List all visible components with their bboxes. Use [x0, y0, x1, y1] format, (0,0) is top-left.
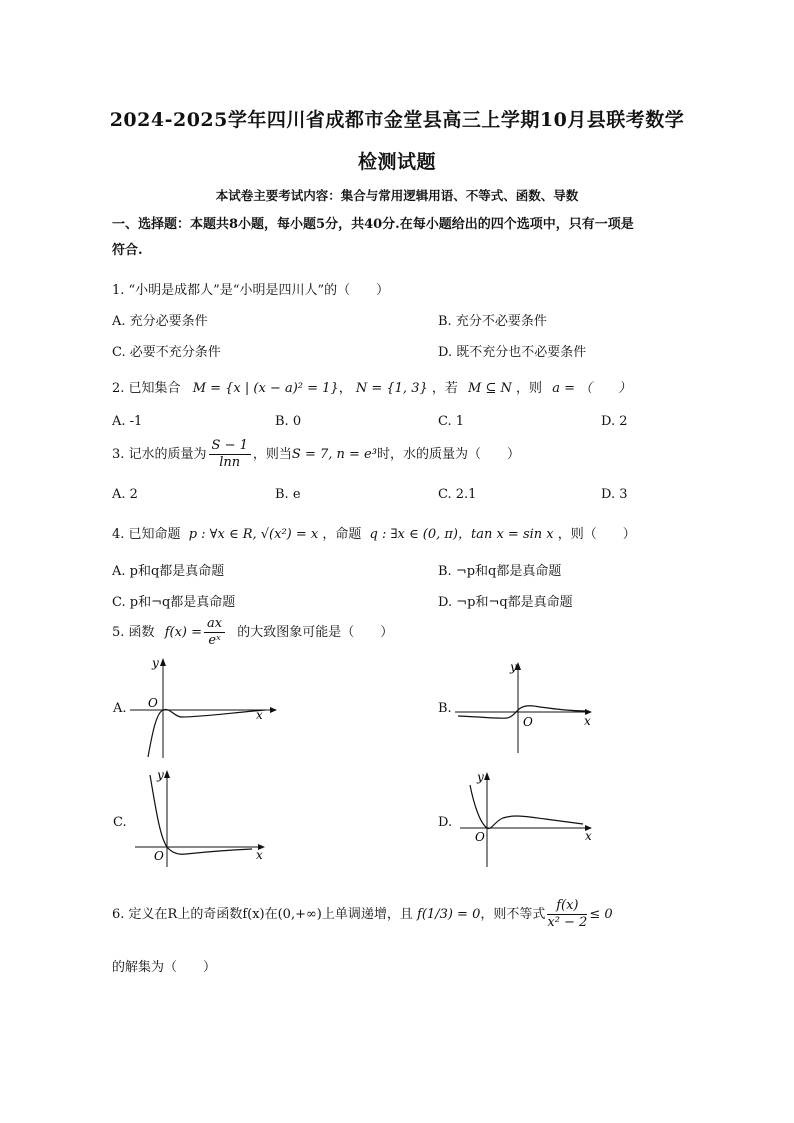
q6-part1: 6. 定义在R上的奇函数f(x)在(0,+∞)上单调递增，且: [112, 907, 413, 922]
page-title-line2: 检测试题: [357, 151, 436, 173]
q4-proposition-q: q : ∃x ∈ (0, π)，tan x = sin x: [369, 527, 554, 542]
y-axis-arrow-icon: [484, 772, 490, 780]
q5-option-a-label: A.: [113, 701, 127, 716]
y-axis-arrow-icon: [164, 770, 170, 778]
q5-prefix: 5. 函数: [112, 625, 155, 640]
q2-option-d: D. 2: [601, 414, 628, 429]
question-2-stem: [112, 377, 631, 396]
q3-fraction-numerator: S − 1: [209, 438, 251, 455]
q4-proposition-p: p : ∀x ∈ R, √(x²) = x: [188, 527, 319, 542]
q3-mid: ，则当: [252, 447, 292, 462]
q5-fraction: [204, 616, 225, 649]
section-heading: [112, 212, 702, 264]
page-title: 2024-2025学年四川省成都市金堂县高三上学期10月县联考数学: [109, 109, 685, 131]
section-heading-line1: 一、选择题：本题共8小题，每小题5分，共40分.在每小题给出的四个选项中，只有一项是: [112, 217, 634, 232]
q3-option-a: A. 2: [112, 487, 138, 502]
y-axis-label: y: [152, 656, 159, 670]
q2-comma: ，: [338, 381, 352, 396]
q5-fraction-denominator: eˣ: [208, 633, 221, 648]
q6-condition: f(1/3) = 0: [417, 907, 481, 922]
q3-fraction-denominator: lnn: [219, 455, 241, 470]
q5-graph-a: [130, 655, 280, 760]
q6-fraction-numerator: f(x): [547, 898, 587, 915]
q5-option-b-label: B.: [438, 701, 452, 716]
question-6-line2: 的解集为（ ）: [112, 960, 217, 975]
q5-fraction-numerator: ax: [204, 616, 225, 633]
x-axis-label: x: [256, 708, 263, 722]
q3-condition: S = 7, n = e³: [291, 447, 377, 462]
q3-option-d: D. 3: [601, 487, 628, 502]
q2-mid: ，若: [431, 381, 458, 396]
q4-mid: ，命题: [322, 527, 362, 542]
y-axis-label: y: [157, 768, 164, 782]
q6-inequality: ≤ 0: [589, 907, 613, 922]
q2-ask: a = （ ）: [552, 381, 632, 396]
y-axis-label: y: [510, 660, 517, 674]
q2-option-a: A. -1: [112, 414, 143, 429]
q1-option-d: D. 既不充分也不必要条件: [438, 345, 587, 360]
q5-option-c-label: C.: [113, 815, 127, 830]
q2-prefix: 2. 已知集合: [112, 381, 181, 396]
x-axis-label: x: [256, 848, 263, 862]
x-axis-arrow-icon: [270, 707, 277, 713]
q4-option-b: B. ¬p和q都是真命题: [438, 564, 562, 579]
q2-set-m: M = {x | (x − a)² = 1}: [192, 381, 339, 396]
q5-tail: 的大致图象可能是（ ）: [237, 625, 394, 640]
q3-prefix: 3. 记水的质量为: [112, 447, 207, 462]
q4-prefix: 4. 已知命题: [112, 527, 181, 542]
question-5-stem: [112, 616, 393, 649]
function-curve: [150, 775, 252, 854]
y-axis-arrow-icon: [160, 658, 166, 666]
q2-tail: ，则: [516, 381, 543, 396]
q5-function-lhs: f(x) =: [164, 625, 202, 640]
x-axis-label: x: [585, 829, 592, 843]
q3-option-b: B. e: [275, 487, 301, 502]
q4-option-d: D. ¬p和¬q都是真命题: [438, 595, 573, 610]
origin-label: O: [475, 830, 485, 844]
q1-option-b: B. 充分不必要条件: [438, 314, 547, 329]
origin-label: O: [148, 696, 158, 710]
q5-option-d-label: D.: [438, 815, 453, 830]
q5-graph-c: [130, 765, 280, 870]
origin-label: O: [154, 849, 164, 863]
q5-graph-d: [455, 765, 605, 870]
q6-fraction-denominator: x² − 2: [547, 915, 588, 930]
question-1-stem: 1. “小明是成都人”是“小明是四川人”的（ ）: [112, 283, 390, 298]
q2-condition: M ⊆ N: [468, 381, 512, 396]
q4-tail: ，则（ ）: [557, 527, 636, 542]
q4-option-c: C. p和¬q都是真命题: [112, 595, 236, 610]
exam-scope-note: 本试卷主要考试内容：集合与常用逻辑用语、不等式、函数、导数: [215, 188, 579, 203]
question-3-stem: [112, 438, 520, 471]
q4-option-a: A. p和q都是真命题: [112, 564, 225, 579]
q1-option-a: A. 充分必要条件: [112, 314, 208, 329]
q6-fraction: [547, 898, 587, 931]
q5-graph-b: [455, 655, 605, 760]
q2-option-b: B. 0: [275, 414, 302, 429]
q3-fraction: [209, 438, 251, 471]
q3-option-c: C. 2.1: [438, 487, 477, 502]
question-4-stem: [112, 523, 636, 542]
q6-part2: ，则不等式: [480, 907, 546, 922]
origin-label: O: [523, 715, 533, 729]
y-axis-label: y: [477, 770, 484, 784]
function-curve: [148, 709, 265, 757]
section-heading-line2: 符合.: [112, 243, 143, 258]
q2-set-n: N = {1, 3}: [355, 381, 428, 396]
q2-option-c: C. 1: [438, 414, 465, 429]
x-axis-label: x: [584, 714, 591, 728]
q3-tail: 时，水的质量为（ ）: [376, 447, 520, 462]
q1-option-c: C. 必要不充分条件: [112, 345, 221, 360]
question-6-stem: [112, 898, 613, 931]
